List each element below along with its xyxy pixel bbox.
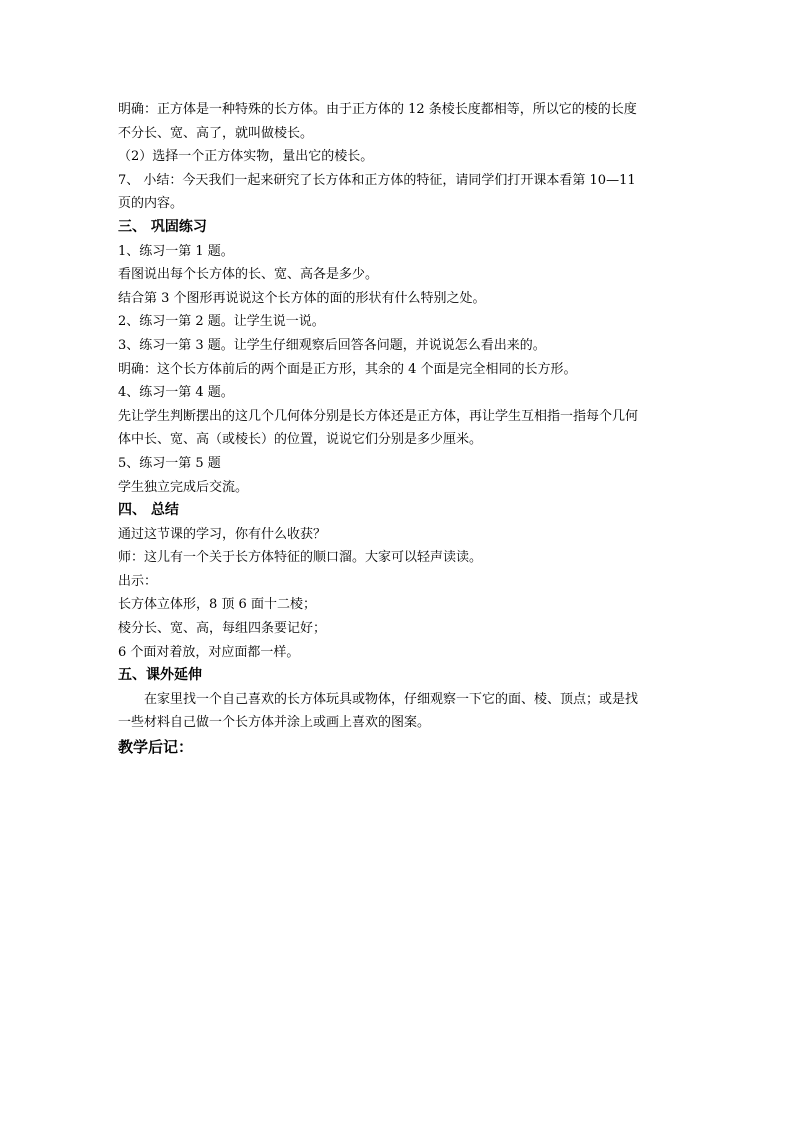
rhyme-line: 长方体立体形，8 顶 6 面十二棱； <box>118 597 316 613</box>
section-heading-practice: 三、 巩固练习 <box>118 218 207 235</box>
text-line: 出示： <box>118 573 158 589</box>
text-line: 3、练习一第 3 题。让学生仔细观察后回答各问题，并说说怎么看出来的。 <box>118 337 546 353</box>
text-line: 结合第 3 个图形再说说这个长方体的面的形状有什么特别之处。 <box>118 290 486 306</box>
text-line: 1、练习一第 1 题。 <box>118 243 234 259</box>
text-line: 5、练习一第 5 题 <box>118 455 221 471</box>
text-line: 明确：这个长方体前后的两个面是正方形，其余的 4 个面是完全相同的长方形。 <box>118 361 577 377</box>
section-heading-extension: 五、课外延伸 <box>118 667 202 684</box>
document-body <box>118 98 678 759</box>
rhyme-line: 棱分长、宽、高，每组四条要记好； <box>118 621 327 637</box>
text-line: 看图说出每个长方体的长、宽、高各是多少。 <box>118 267 379 283</box>
text-line: 师：这儿有一个关于长方体特征的顺口溜。大家可以轻声读读。 <box>118 550 483 566</box>
rhyme-line: 6 个面对着放，对应面都一样。 <box>118 644 300 660</box>
text-line: 在家里找一个自己喜欢的长方体玩具或物体，仔细观察一下它的面、棱、顶点；或是找 <box>144 691 639 707</box>
text-line: （2）选择一个正方体实物，量出它的棱长。 <box>118 149 374 165</box>
text-line: 一些材料自己做一个长方体并涂上或画上喜欢的图案。 <box>118 715 431 731</box>
teaching-notes-heading: 教学后记： <box>118 738 194 757</box>
text-line: 先让学生判断摆出的这几个几何体分别是长方体还是正方体，再让学生互相指一指每个几何 <box>118 408 639 424</box>
section-heading-summary: 四、 总结 <box>118 502 179 519</box>
text-line: 学生独立完成后交流。 <box>118 479 249 495</box>
text-line: 不分长、宽、高了，就叫做棱长。 <box>118 125 314 141</box>
text-line: 2、练习一第 2 题。让学生说一说。 <box>118 314 325 330</box>
text-line: 通过这节课的学习，你有什么收获？ <box>118 526 327 542</box>
text-line: 页的内容。 <box>118 196 184 212</box>
text-line: 明确：正方体是一种特殊的长方体。由于正方体的 12 条棱长度都相等，所以它的棱的长度 <box>118 102 637 117</box>
text-line: 4、练习一第 4 题。 <box>118 385 234 401</box>
text-line: 7、 小结：今天我们一起来研究了长方体和正方体的特征，请同学们打开课本看第 10—11 <box>118 172 636 188</box>
text-line: 体中长、宽、高（或棱长）的位置，说说它们分别是多少厘米。 <box>118 432 483 448</box>
